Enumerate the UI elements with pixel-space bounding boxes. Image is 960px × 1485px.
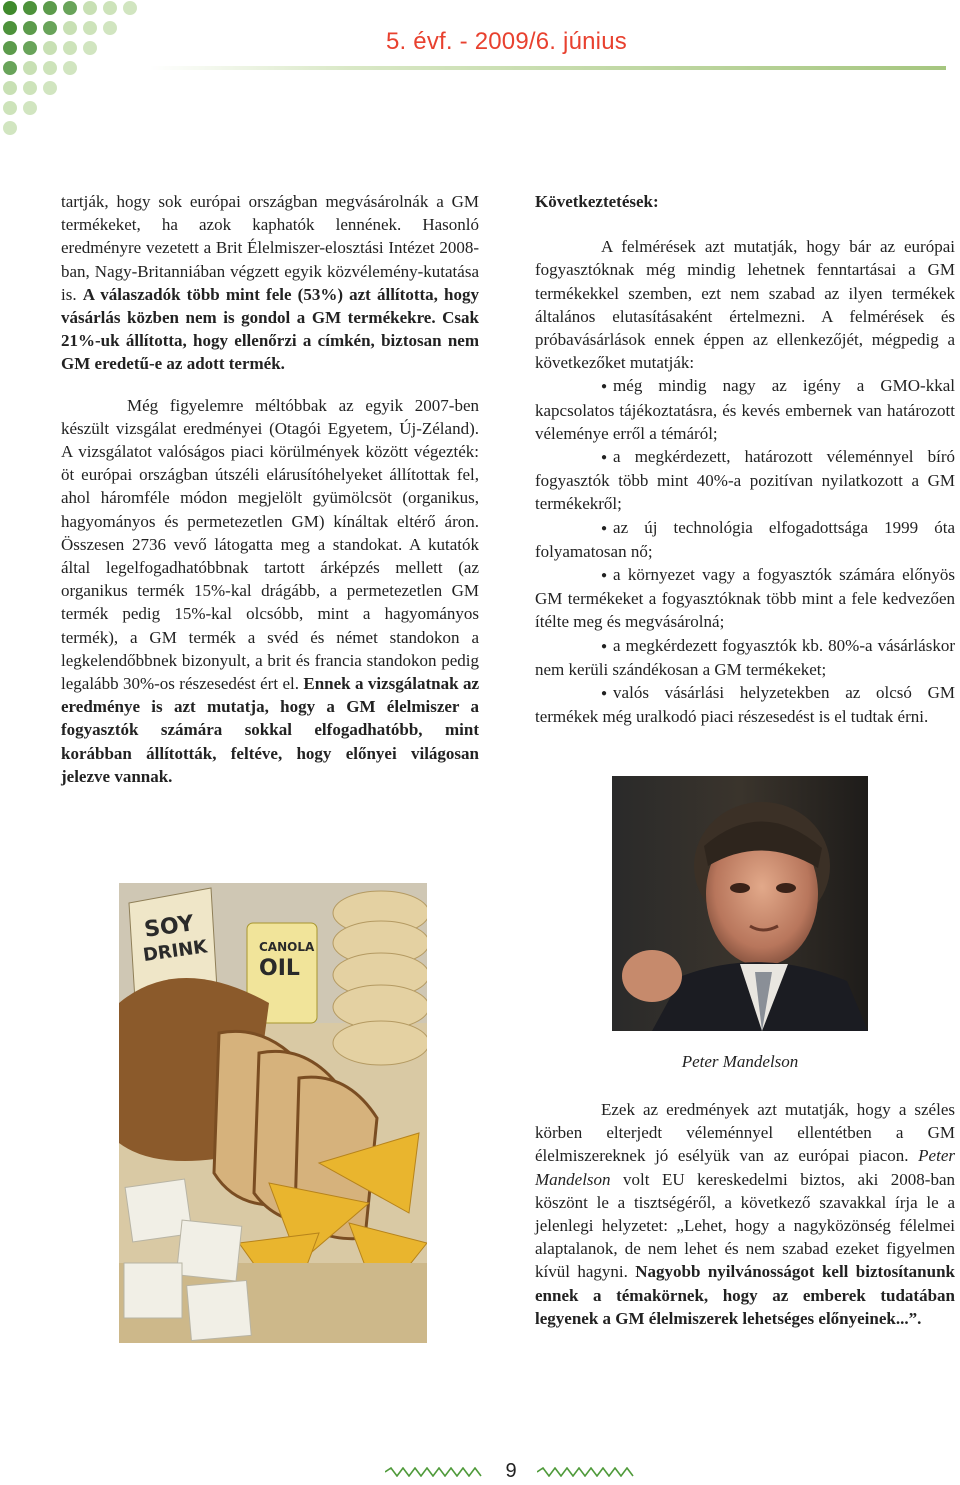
right-column-lower: [535, 1098, 955, 1330]
decorative-dot: [63, 1, 77, 15]
decorative-dot: [3, 61, 17, 75]
decorative-dot: [23, 41, 37, 55]
quote-paragraph: [535, 1098, 955, 1330]
left-p1-text: tartják, hogy sok európai országban megvásárolnák a GM termékeket, ha azok kaphatók lennének. Hasonló eredményre vezetett a Brit Élelmiszer-elosztási Intézet 2008-ban, Nagy-Britanniában végzett egyik közvélemény-kutatása is.: [61, 192, 479, 304]
decorative-dot: [43, 21, 57, 35]
left-paragraph-1: [61, 190, 479, 376]
quote-p-name: Peter Mandelson: [535, 1146, 955, 1189]
decorative-dot: [23, 21, 37, 35]
decorative-dot: [23, 81, 37, 95]
quote-p-text: Ezek az eredmények azt mutatják, hogy a széles körben elterjedt véleménnyel ellentétben a GM élelmiszereknek jó esélyük van az európai piacon.: [535, 1100, 955, 1166]
conclusions-heading: Következtetések:: [535, 192, 659, 211]
decorative-dot: [43, 41, 57, 55]
list-item: ● a környezet vagy a fogyasztók számára előnyös GM termékeket a fogyasztóknak több mint a fele kedvezően ítélte meg és megvásárolná;: [535, 563, 955, 634]
right-column: [535, 190, 955, 728]
decorative-dot: [23, 1, 37, 15]
decorative-dot: [3, 81, 17, 95]
decorative-dot: [43, 81, 57, 95]
page-number: 9: [505, 1460, 517, 1482]
decorative-dot: [83, 41, 97, 55]
decorative-dot: [23, 101, 37, 115]
decorative-dot: [123, 1, 137, 15]
footer-ornament-right: [537, 1467, 637, 1477]
food-photo: [119, 883, 427, 1343]
photo-caption: Peter Mandelson: [681, 1052, 799, 1071]
conclusions-list: [535, 374, 955, 728]
soy-label-word-1: SOY: [142, 911, 196, 943]
decorative-dot: [23, 61, 37, 75]
decorative-dot: [3, 21, 17, 35]
decorative-dot: [3, 121, 17, 135]
decorative-dot: [63, 61, 77, 75]
left-p1-bold: A válaszadók több mint fele (53%) azt állította, hogy vásárlás közben nem is gondol a GM termékekre. Csak 21%-uk állította, hogy ellenőrzi a címkén, biztosan nem GM eredetű-e az adott termék.: [61, 284, 479, 374]
quote-p-text-2: volt EU kereskedelmi biztos, aki 2008-ban köszönt le a tisztségéről, a következő szavakkal írja le a jelenlegi helyzetet: „Lehet, hogy a nagyközönség félelmei alaptalanok, de nem lehet és nem szabad ezeket figyelmen kívül hagyni.: [535, 1169, 955, 1282]
list-item: ● a megkérdezett, határozott véleménnyel bíró fogyasztók több mint 40%-a pozitívan nyilatkozott a GM termékekről;: [535, 445, 955, 516]
decorative-dot: [83, 21, 97, 35]
decorative-dot: [3, 1, 17, 15]
decorative-dot-pattern: [0, 0, 140, 160]
oil-label-word-1: CANOLA: [259, 940, 315, 954]
list-item: ● valós vásárlási helyzetekben az olcsó GM termékek még uralkodó piaci részesedést is el tudtak érni.: [535, 681, 955, 728]
quote-p-bold: Nagyobb nyilvánosságot kell biztosítanunk ennek a témakörnek, hogy az emberek tudatában legyenek a GM élelmiszerek lehetséges előnyeinek...”.: [535, 1262, 955, 1328]
decorative-dot: [63, 41, 77, 55]
list-item: ● még mindig nagy az igény a GMO-kkal kapcsolatos tájékoztatásra, és kevés embernek van határozott véleménye erről a témáról;: [535, 374, 955, 445]
decorative-dot: [3, 41, 17, 55]
header-rule: [150, 66, 946, 70]
portrait-photo: [612, 776, 868, 1031]
decorative-dot: [103, 1, 117, 15]
list-item: ● a megkérdezett fogyasztók kb. 80%-a vásárláskor nem kerüli szándékosan a GM termékeket;: [535, 634, 955, 681]
left-p2-bold: Ennek a vizsgálatnak az eredménye is azt mutatja, hogy a GM élelmiszer a fogyasztók számára sokkal elfogadhatóbb, mint korábban állították, feltéve, hogy előnyei világosan jelezve vannak.: [61, 674, 479, 786]
list-item: ● az új technológia elfogadottsága 1999 óta folyamatosan nő;: [535, 516, 955, 563]
left-paragraph-2: [61, 394, 479, 788]
decorative-dot: [43, 61, 57, 75]
left-column: [61, 190, 479, 788]
decorative-dot: [83, 1, 97, 15]
decorative-dot: [103, 21, 117, 35]
left-p2-text: Még figyelemre méltóbbak az egyik 2007-ben készült vizsgálat eredményei (Otagói Egyetem, Új-Zéland). A vizsgálatot valóságos piaci körülmények között végezték: öt európai országban útszéli elárusítóhelyeket állítottak fel, ahol háromféle módon megjelölt gyümölcsöt (organikus, hagyományos és permetezetlen GM) kínáltak eltérő áron. Összesen 2736 vevő látogatta meg a standokat. A kutatók által legelfogadhatóbbnak tartott árképzés mellett (az organikus termék 15%-kal drágább, a permetezetlen GM termék pedig 15%-kal olcsóbb, mint a hagyományos termék), a GM termék a svéd és német standokon a legkelendőbbnek bizonyult, a brit és francia standokon pedig legalább 30%-os részesedést ért el.: [61, 395, 479, 694]
conclusions-intro: A felmérések azt mutatják, hogy bár az európai fogyasztóknak még mindig lehetnek fenntartásai a GM termékekkel szemben, ezt nem szabad az ilyen termékek általános elutasításaként értelmezni. A felmérések és próbavásárlások ennek éppen az ellenkezőjét, mégpedig a következőket mutatják:: [535, 237, 955, 373]
decorative-dot: [43, 1, 57, 15]
issue-label: 5. évf. - 2009/6. június: [386, 28, 627, 55]
decorative-dot: [63, 21, 77, 35]
soy-label-word-2: DRINK: [141, 936, 209, 967]
oil-label-word-2: OIL: [259, 956, 300, 981]
footer-ornament-left: [385, 1467, 485, 1477]
decorative-dot: [3, 101, 17, 115]
